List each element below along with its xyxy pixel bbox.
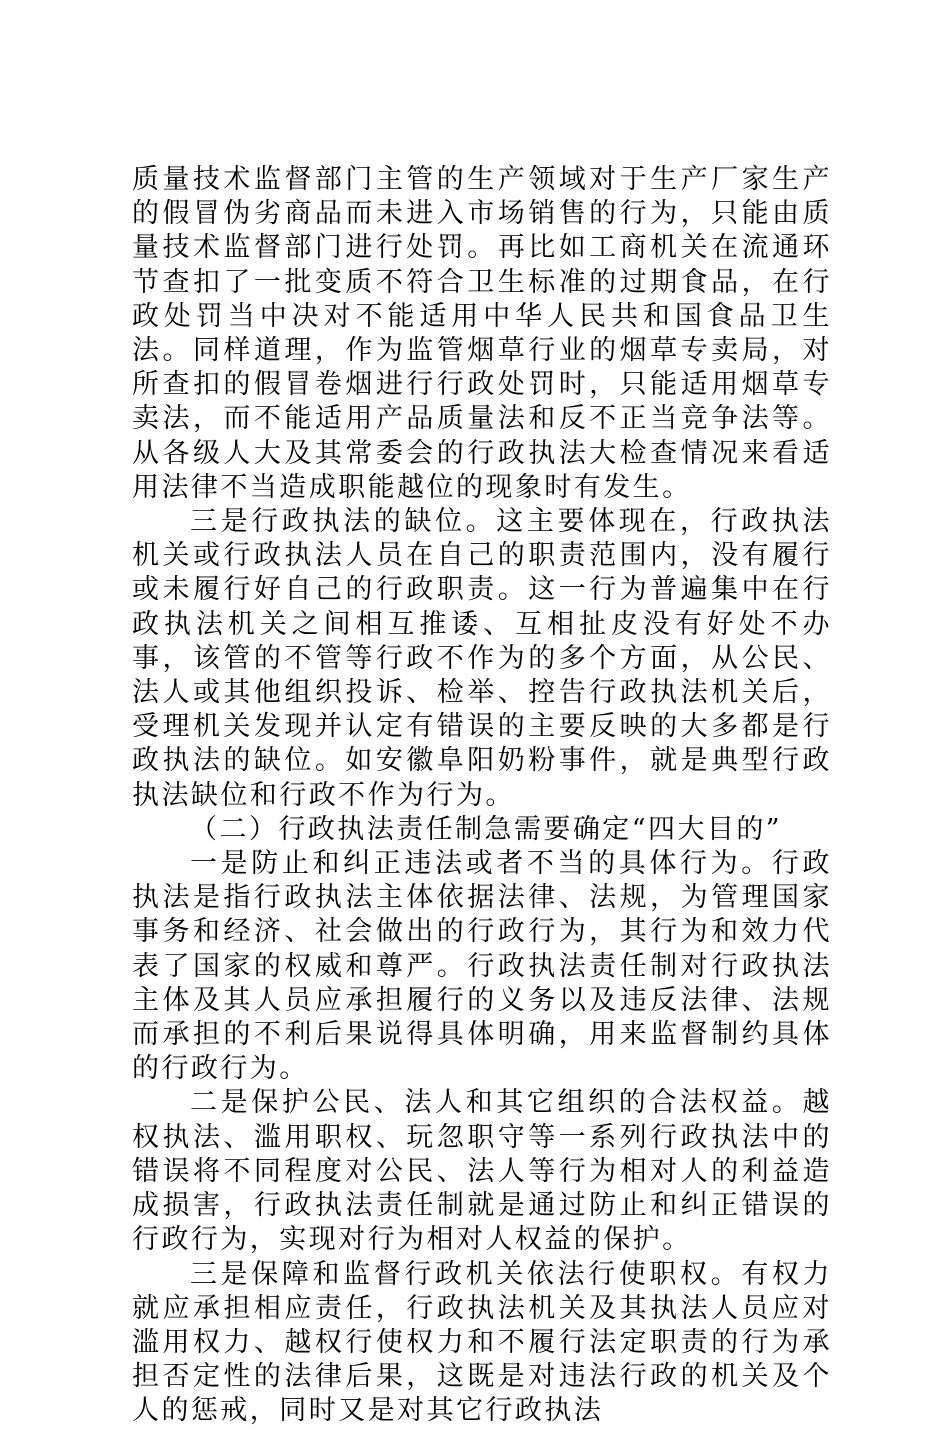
paragraph-purpose-three: 三是保障和监督行政机关依法行使职权。有权力就应承担相应责任，行政执法机关及其执法人员应对滥用权力、越权行使权力和不履行法定职责的行为承担否定性的法律后果，这既是对违法行政的机关及个人的惩戒，同时又是对其它行政执法 (132, 1258, 832, 1427)
paragraph-purpose-two: 二是保护公民、法人和其它组织的合法权益。越权执法、滥用职权、玩忽职守等一系列行政执法中的错误将不同程度对公民、法人等行为相对人的利益造成损害，行政执法责任制就是通过防止和纠正错误的行政行为，实现对行为相对人权益的保护。 (132, 1087, 832, 1256)
document-body (132, 163, 832, 1429)
section-heading-four-purposes: （二）行政执法责任制急需要确定“四大目的” (190, 813, 783, 845)
paragraph-continuation: 质量技术监督部门主管的生产领域对于生产厂家生产的假冒伪劣商品而未进入市场销售的行为，只能由质量技术监督部门进行处罚。再比如工商机关在流通环节查扣了一批变质不符合卫生标准的过期食品，在行政处罚当中决对不能适用中华人民共和国食品卫生法。同样道理，作为监管烟草行业的烟草专卖局，对所查扣的假冒卷烟进行行政处罚时，只能适用烟草专卖法，而不能适用产品质量法和反不正当竞争法等。从各级人大及其常委会的行政执法大检查情况来看适用法律不当造成职能越位的现象时有发生。 (132, 164, 832, 503)
paragraph-point-three-absence: 三是行政执法的缺位。这主要体现在，行政执法机关或行政执法人员在自己的职责范围内，没有履行或未履行好自己的行政职责。这一行为普遍集中在行政执法机关之间相互推诿、互相扯皮没有好处不办事，该管的不管等行政不作为的多个方面，从公民、法人或其他组织投诉、检举、控告行政执法机关后，受理机关发现并认定有错误的主要反映的大多都是行政执法的缺位。如安徽阜阳奶粉事件，就是典型行政执法缺位和行政不作为行为。 (132, 506, 832, 811)
paragraph-purpose-one: 一是防止和纠正违法或者不当的具体行为。行政执法是指行政执法主体依据法律、法规，为管理国家事务和经济、社会做出的行政行为，其行为和效力代表了国家的权威和尊严。行政执法责任制对行政执法主体及其人员应承担履行的义务以及违反法律、法规而承担的不利后果说得具体明确，用来监督制约具体的行政行为。 (132, 848, 832, 1085)
